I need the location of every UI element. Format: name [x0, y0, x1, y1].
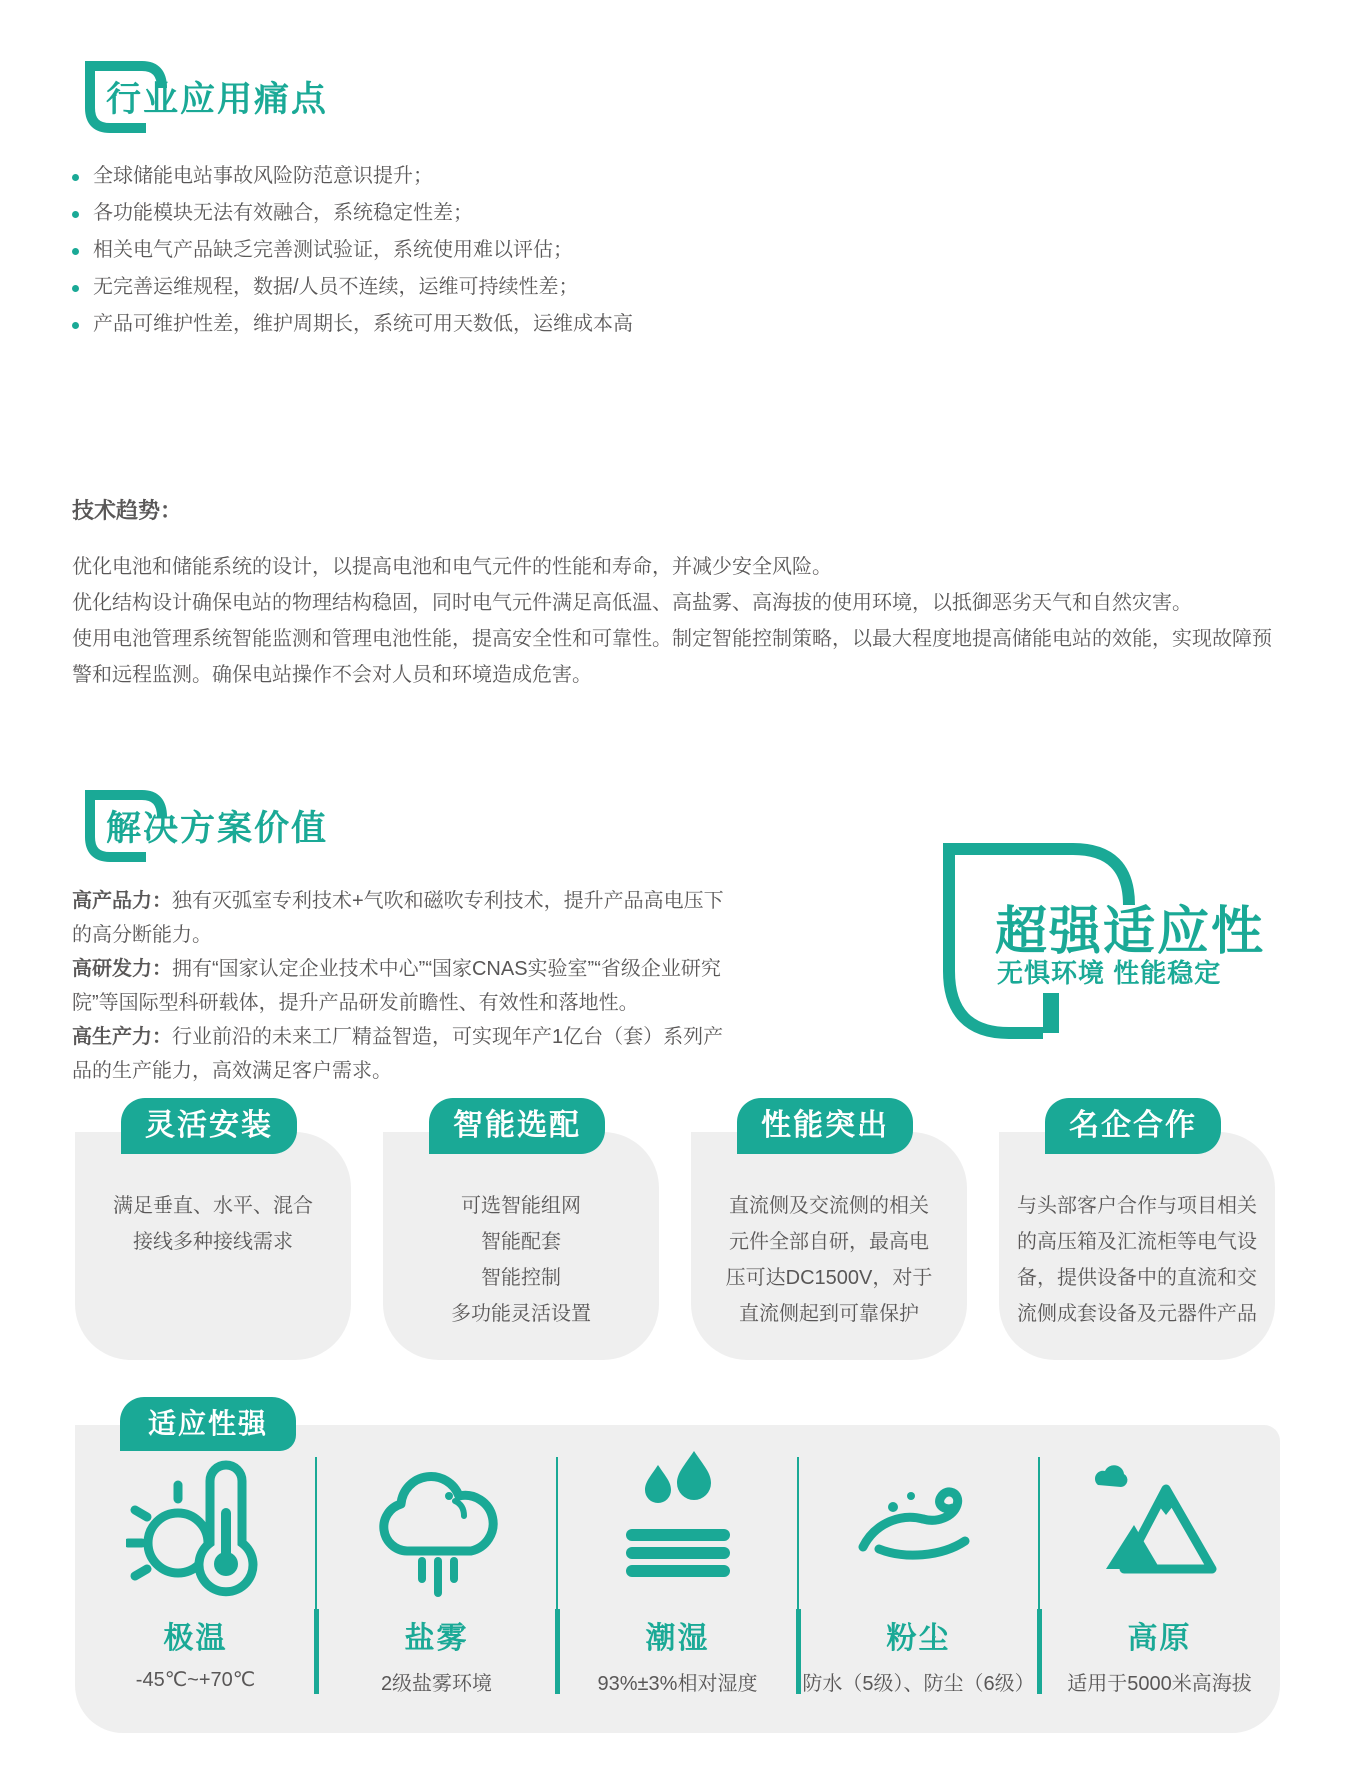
- column-desc: 93%±3%相对湿度: [597, 1673, 758, 1695]
- adaptability-column-extreme-temp: [75, 1425, 316, 1733]
- bullet-text: 相关电气产品缺乏完善测试验证，系统使用难以评估；: [93, 239, 573, 261]
- tech-trends-section: [72, 494, 1284, 693]
- column-title: 潮湿: [645, 1622, 710, 1655]
- section-header-pain-points: [82, 58, 602, 138]
- feature-card-performance: [691, 1109, 967, 1360]
- tech-trends-paragraph: 优化结构设计确保电站的物理结构稳固，同时电气元件满足高低温、高盐雾、高海拔的使用环境，以抵御恶劣天气和自然灾害。: [72, 592, 1192, 614]
- value-paragraph: [72, 1020, 740, 1088]
- value-text: 拥有“国家认定企业技术中心”“国家CNAS实验室”“省级企业研究院”等国际型科研载体，提升产品研发前瞻性、有效性和落地性。: [72, 958, 721, 1014]
- value-label: 高研发力：: [72, 958, 172, 980]
- feature-card-smart-options: [383, 1109, 659, 1360]
- adaptability-column-plateau: [1039, 1425, 1280, 1733]
- list-item: [72, 277, 633, 298]
- value-label: 高生产力：: [72, 1026, 172, 1048]
- bullet-dot-icon: [72, 285, 79, 292]
- list-item: [72, 240, 633, 261]
- card-body: 直流侧及交流侧的相关 元件全部自研，最高电 压可达DC1500V，对于 直流侧起到可靠保护: [725, 1195, 933, 1325]
- adaptability-pill: 适应性强: [120, 1397, 296, 1451]
- card-body: 与头部客户合作与项目相关 的高压箱及汇流柜等电气设 备，提供设备中的直流和交 流侧成套设备及元器件产品: [1017, 1195, 1257, 1325]
- solution-values: [72, 884, 740, 1088]
- list-item: [72, 166, 633, 187]
- column-title: 粉尘: [886, 1622, 951, 1655]
- sun-thermometer-icon: [126, 1451, 266, 1601]
- bullet-dot-icon: [72, 174, 79, 181]
- column-title: 高原: [1127, 1622, 1192, 1655]
- value-paragraph: [72, 952, 740, 1020]
- tech-trends-paragraph: 使用电池管理系统智能监测和管理电池性能，提高安全性和可靠性。制定智能控制策略，以最大程度地提高储能电站的效能，实现故障预警和远程监测。确保电站操作不会对人员和环境造成危害。: [72, 628, 1272, 686]
- salt-fog-cloud-icon: [367, 1451, 507, 1601]
- callout-subtitle: 无惧环境 性能稳定: [997, 958, 1222, 988]
- feature-card-partnerships: [999, 1109, 1275, 1360]
- card-title-pill: 名企合作: [1045, 1098, 1221, 1154]
- card-title-pill: 灵活安装: [121, 1098, 297, 1154]
- bullet-dot-icon: [72, 211, 79, 218]
- section-title-solution: 解决方案价值: [106, 809, 329, 848]
- bullet-text: 无完善运维规程，数据/人员不连续，运维可持续性差；: [93, 276, 579, 298]
- mountain-icon: [1090, 1451, 1230, 1601]
- adaptability-column-dust: [798, 1425, 1039, 1733]
- pain-points-list: [72, 166, 633, 351]
- column-desc: 适用于5000米高海拔: [1067, 1673, 1252, 1695]
- column-desc: 防水（5级）、防尘（6级）: [802, 1673, 1035, 1695]
- humidity-drops-icon: [608, 1451, 748, 1601]
- list-item: [72, 203, 633, 224]
- adaptability-panel: [75, 1408, 1280, 1733]
- section-title-pain-points: 行业应用痛点: [106, 80, 329, 119]
- adaptability-callout: [943, 843, 1343, 1043]
- dust-wind-icon: [849, 1451, 989, 1601]
- column-desc: -45℃~+70℃: [135, 1669, 256, 1691]
- bullet-dot-icon: [72, 322, 79, 329]
- value-text: 行业前沿的未来工厂精益智造，可实现年产1亿台（套）系列产品的生产能力，高效满足客户需求。: [72, 1026, 724, 1082]
- list-item: [72, 314, 633, 335]
- card-title-pill: 性能突出: [737, 1098, 913, 1154]
- card-body: 满足垂直、水平、混合 接线多种接线需求: [113, 1195, 313, 1253]
- bullet-text: 各功能模块无法有效融合，系统稳定性差；: [93, 202, 473, 224]
- value-paragraph: [72, 884, 740, 952]
- bullet-dot-icon: [72, 248, 79, 255]
- value-label: 高产品力：: [72, 890, 172, 912]
- tech-trends-paragraph: 优化电池和储能系统的设计，以提高电池和电气元件的性能和寿命，并减少安全风险。: [72, 556, 832, 578]
- bullet-text: 全球储能电站事故风险防范意识提升；: [93, 165, 433, 187]
- card-body: 可选智能组网 智能配套 智能控制 多功能灵活设置: [451, 1195, 591, 1325]
- column-title: 极温: [163, 1622, 228, 1655]
- card-title-pill: 智能选配: [429, 1098, 605, 1154]
- column-title: 盐雾: [404, 1622, 469, 1655]
- column-desc: 2级盐雾环境: [380, 1673, 493, 1695]
- adaptability-column-humidity: [557, 1425, 798, 1733]
- adaptability-columns: [75, 1425, 1280, 1733]
- adaptability-column-salt-fog: [316, 1425, 557, 1733]
- tech-trends-heading: 技术趋势：: [72, 498, 183, 523]
- bullet-text: 产品可维护性差，维护周期长，系统可用天数低，运维成本高: [93, 313, 633, 335]
- section-header-solution: [82, 787, 602, 867]
- value-text: 独有灭弧室专利技术+气吹和磁吹专利技术，提升产品高电压下的高分断能力。: [72, 890, 724, 946]
- callout-title: 超强适应性: [995, 903, 1266, 961]
- feature-card-flexible-install: [75, 1109, 351, 1360]
